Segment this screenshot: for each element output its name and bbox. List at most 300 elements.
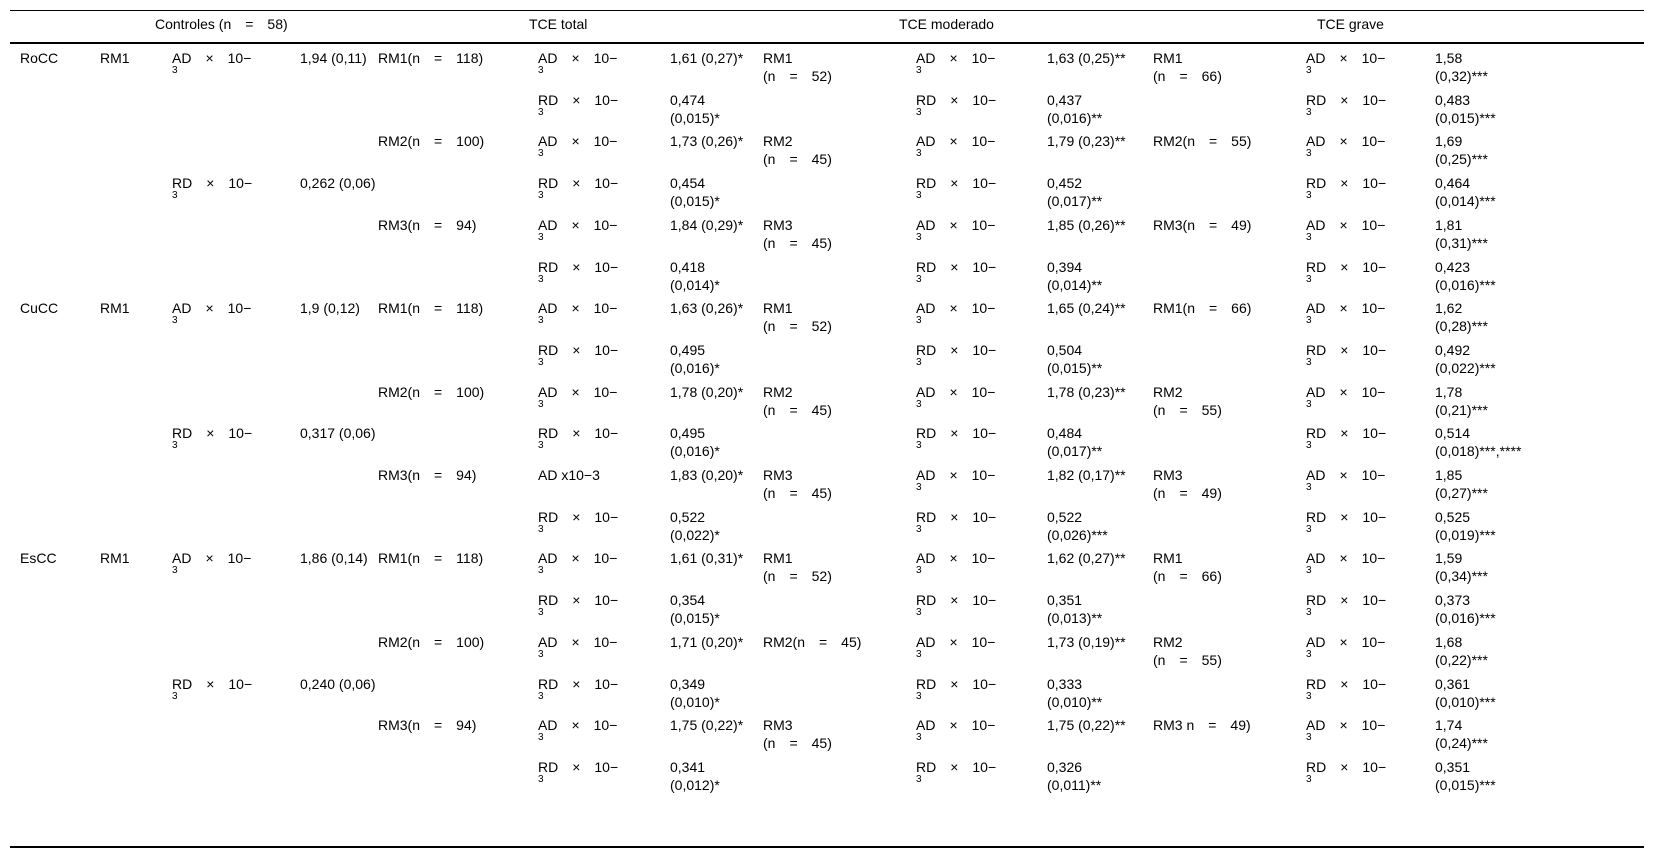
cell-text: RD × 10− [1306,758,1387,775]
cell-sev-lab [1306,633,1385,661]
exponent-subscript: 3 [916,315,922,327]
cell-text: RM1(n = 118) [378,50,484,66]
cell-ctrl-val [300,49,380,67]
cell-region [20,49,58,67]
cell-text: AD × 10− [916,216,996,233]
cell-text: 0,317 (0,06) [300,425,376,442]
exponent-subscript: 3 [916,523,922,535]
cell-text: 0,341 (0,012)* [670,758,720,793]
cell-text: 0,464 (0,014)*** [1435,175,1496,210]
cell-text: 1,61 (0,27)* [670,50,744,66]
cell-sev-rm [1153,549,1222,585]
cell-text: 1,9 (0,12) [300,300,360,317]
cell-sev-val [1435,91,1515,127]
exponent-subscript: 3 [916,190,922,202]
cell-text: AD × 10− [1306,216,1386,233]
cell-text: RM2(n = 100) [378,383,485,400]
cell-text: 1,82 (0,17)** [1047,467,1126,483]
cell-total-rm [378,633,484,651]
cell-text: RD × 10− [916,91,997,108]
cell-text: 0,474 (0,015)* [670,91,720,126]
cell-sev-val [1435,341,1515,377]
cell-text: 1,94 (0,11) [300,50,367,66]
cell-text: RD × 10− [1306,91,1387,108]
table-row [10,170,1644,214]
cell-text: RM3(n = 94) [378,216,477,233]
cell-text: RM2(n = 100) [378,633,485,650]
cell-text: 1,62 (0,27)** [1047,550,1126,567]
cell-text: AD × 10− [916,467,996,483]
cell-text: 1,69 (0,25)*** [1435,133,1488,168]
cell-total-lab [538,466,600,484]
cell-text: AD × 10− [916,550,996,567]
cell-mod-lab [916,716,995,744]
exponent-subscript: 3 [1306,190,1312,202]
cell-total-val [670,174,750,210]
cell-total-val [670,49,750,67]
cell-total-val [670,675,750,711]
exponent-subscript: 3 [1306,607,1312,619]
cell-text: RD × 10− [916,508,997,525]
cell-text: RD × 10− [1306,258,1387,275]
cell-text: AD × 10− [916,133,996,150]
cell-text: 0,418 (0,014)* [670,258,720,293]
cell-sev-lab [1306,591,1386,619]
cell-sev-val [1435,675,1515,711]
cell-text: 0,522 (0,026)*** [1047,508,1108,543]
cell-mod-val [1047,508,1127,544]
table-header-rule [10,42,1644,44]
cell-text: AD × 10− [538,50,618,66]
cell-mod-val [1047,383,1127,401]
cell-sev-rm [1153,216,1251,234]
cell-text: RM2 (n = 45) [763,383,832,418]
cell-sev-val [1435,216,1515,252]
cell-mod-val [1047,758,1127,794]
cell-ctrl-label [172,424,252,452]
cell-sev-val [1435,716,1515,752]
cell-text: 1,59 (0,34)*** [1435,550,1488,585]
cell-sev-val [1435,299,1515,335]
cell-text: RM1 (n = 52) [763,300,832,335]
cell-text: 0,483 (0,015)*** [1435,91,1496,126]
cell-mod-rm [763,49,832,85]
table-row [10,545,1644,589]
cell-text: 1,83 (0,20)* [670,467,744,483]
cell-mod-lab [916,341,996,369]
exponent-subscript: 3 [916,231,922,243]
cell-mod-rm [763,549,832,585]
cell-text: AD × 10− [1306,467,1386,483]
cell-text: 0,361 (0,010)*** [1435,675,1496,710]
cell-mod-lab [916,591,996,619]
cell-total-lab [538,258,618,286]
exponent-subscript: 3 [916,648,922,660]
cell-total-rm [378,716,476,734]
cell-mod-lab [916,174,996,202]
cell-text: 1,75 (0,22)** [1047,717,1126,734]
exponent-subscript: 3 [172,690,178,702]
cell-sev-val [1435,591,1515,627]
cell-sev-lab [1306,49,1385,77]
exponent-subscript: 3 [538,106,544,118]
cell-text: RD × 10− [538,758,619,775]
cell-sev-val [1435,758,1515,794]
exponent-subscript: 3 [916,732,922,744]
cell-sev-lab [1306,424,1386,452]
cell-text: RM2(n = 55) [1153,133,1252,150]
cell-text: RD × 10− [538,341,619,358]
cell-mod-val [1047,174,1127,210]
cell-total-val [670,258,750,294]
cell-ctrl-label [172,49,251,77]
cell-total-val [670,341,750,377]
cell-sev-lab [1306,91,1386,119]
cell-sev-rm [1153,132,1251,150]
cell-ctrl-label [172,675,252,703]
cell-total-val [670,633,750,651]
exponent-subscript: 3 [916,273,922,285]
exponent-subscript: 3 [916,690,922,702]
table-row [10,45,1644,89]
cell-text: 1,79 (0,23)** [1047,133,1126,150]
cell-total-val [670,424,750,460]
table-row [10,671,1644,715]
cell-mod-lab [916,466,995,494]
cell-text: RD × 10− [172,675,253,692]
cell-mod-lab [916,383,995,411]
cell-text: RD × 10− [916,592,997,609]
cell-text: 0,373 (0,016)*** [1435,592,1496,627]
cell-sev-lab [1306,716,1385,744]
cell-text: AD × 10− [1306,300,1386,317]
exponent-subscript: 3 [1306,482,1312,493]
cell-text: AD × 10− [172,550,252,567]
cell-text: RD × 10− [538,425,619,442]
cell-text: 1,61 (0,31)* [670,550,744,567]
cell-sev-lab [1306,549,1385,577]
cell-sev-val [1435,549,1515,585]
exponent-subscript: 3 [538,648,544,660]
cell-text: EsCC [20,550,57,567]
cell-text: RD × 10− [1306,175,1387,192]
cell-total-lab [538,591,618,619]
cell-mod-val [1047,633,1127,651]
cell-total-rm [378,549,483,567]
cell-sev-rm [1153,633,1222,669]
cell-total-val [670,591,750,627]
cell-sev-val [1435,508,1515,544]
cell-mod-val [1047,341,1127,377]
cell-mod-val [1047,258,1127,294]
cell-text: RM3 (n = 45) [763,717,832,752]
exponent-subscript: 3 [916,148,922,160]
cell-ctrl-rm [100,549,130,567]
exponent-subscript: 3 [916,773,922,785]
cell-text: 0,484 (0,017)** [1047,425,1103,460]
cell-total-lab [538,174,618,202]
cell-text: RM1(n = 118) [378,300,484,317]
cell-text: RD × 10− [916,341,997,358]
exponent-subscript: 3 [538,148,544,160]
cell-text: RD × 10− [916,758,997,775]
cell-mod-lab [916,49,995,77]
exponent-subscript: 3 [538,565,544,577]
cell-text: 0,525 (0,019)*** [1435,508,1496,543]
table-row [10,337,1644,381]
cell-mod-lab [916,508,996,536]
cell-sev-val [1435,424,1522,460]
cell-mod-val [1047,424,1127,460]
cell-text: RM2(n = 45) [763,633,862,650]
exponent-subscript: 3 [538,65,544,76]
cell-text: RM3 n = 49) [1153,717,1251,734]
cell-text: RM3 (n = 49) [1153,467,1222,501]
exponent-subscript: 3 [538,190,544,202]
cell-ctrl-val [300,424,380,442]
cell-text: RM3 (n = 45) [763,467,832,501]
cell-total-lab [538,91,618,119]
cell-text: RD × 10− [538,592,619,609]
exponent-subscript: 3 [538,398,544,410]
cell-text: 0,522 (0,022)* [670,508,720,543]
cell-text: RM2(n = 100) [378,133,485,150]
cell-total-lab [538,508,618,536]
table-row [10,754,1644,798]
cell-text: 0,492 (0,022)*** [1435,341,1496,376]
cell-text: 1,74 (0,24)*** [1435,717,1488,752]
table-row [10,295,1644,339]
cell-text: 1,75 (0,22)* [670,717,744,734]
cell-total-lab [538,49,617,77]
cell-text: RD × 10− [1306,592,1387,609]
cell-text: RM3(n = 49) [1153,216,1252,233]
cell-text: AD × 10− [172,50,252,66]
table-row [10,379,1644,423]
cell-text: 1,73 (0,26)* [670,133,744,150]
cell-text: 0,454 (0,015)* [670,175,720,210]
exponent-subscript: 3 [538,440,544,452]
cell-text: RD × 10− [916,675,997,692]
cell-text: CuCC [20,300,59,317]
cell-total-lab [538,132,617,160]
exponent-subscript: 3 [1306,440,1312,452]
exponent-subscript: 3 [916,565,922,577]
cell-mod-val [1047,466,1127,484]
cell-total-rm [378,216,476,234]
cell-text: RM3(n = 94) [378,467,477,483]
exponent-subscript: 3 [538,690,544,702]
cell-text: 0,240 (0,06) [300,675,376,692]
cell-text: 1,78 (0,20)* [670,383,744,400]
cell-total-lab [538,341,618,369]
cell-text: RM1 (n = 52) [763,550,832,585]
cell-text: RD × 10− [172,425,253,442]
cell-total-val [670,466,750,484]
exponent-subscript: 3 [172,315,178,327]
exponent-subscript: 3 [538,523,544,535]
exponent-subscript: 3 [916,398,922,410]
cell-total-val [670,508,750,544]
cell-text: RD × 10− [1306,341,1387,358]
cell-text: RM2 (n = 55) [1153,383,1222,418]
cell-text: RD × 10− [1306,425,1387,442]
cell-text: AD × 10− [1306,550,1386,567]
exponent-subscript: 3 [1306,65,1312,76]
cell-text: 1,85 (0,27)*** [1435,467,1488,501]
cell-text: AD × 10− [538,300,618,317]
table-top-rule [10,10,1644,11]
cell-sev-lab [1306,383,1385,411]
cell-mod-lab [916,132,995,160]
cell-ctrl-val [300,549,380,567]
table-row [10,462,1644,506]
cell-mod-val [1047,132,1127,150]
table-row [10,254,1644,298]
cell-text: RM1 [100,550,130,567]
exponent-subscript: 3 [916,65,922,76]
cell-text: RM1(n = 66) [1153,300,1252,317]
cell-mod-lab [916,675,996,703]
cell-text: AD × 10− [538,550,618,567]
cell-text: 0,514 (0,018)***,**** [1435,425,1522,460]
cell-mod-lab [916,549,995,577]
cell-mod-lab [916,424,996,452]
cell-mod-rm [763,216,832,252]
exponent-subscript: 3 [1306,106,1312,118]
cell-total-lab [538,633,617,661]
cell-text: RM2 (n = 45) [763,133,832,168]
cell-mod-val [1047,549,1127,567]
cell-text: RD × 10− [1306,675,1387,692]
cell-text: 1,78 (0,21)*** [1435,383,1488,418]
cell-mod-val [1047,91,1127,127]
cell-sev-rm [1153,716,1251,734]
cell-total-val [670,132,750,150]
cell-sev-lab [1306,466,1385,494]
cell-text: RD × 10− [172,175,253,192]
header-tce-moderate: TCE moderado [899,16,994,32]
cell-total-rm [378,299,483,317]
cell-text: 0,495 (0,016)* [670,341,720,376]
header-tce-severe: TCE grave [1317,16,1384,32]
cell-text: 0,423 (0,016)*** [1435,258,1496,293]
cell-total-lab [538,549,617,577]
cell-text: AD × 10− [1306,717,1386,734]
cell-text: 0,349 (0,010)* [670,675,720,710]
exponent-subscript: 3 [1306,273,1312,285]
cell-text: AD × 10− [1306,383,1386,400]
cell-sev-lab [1306,299,1385,327]
cell-mod-val [1047,716,1127,734]
cell-text: RD × 10− [916,258,997,275]
cell-text: RD × 10− [1306,508,1387,525]
cell-text: 1,65 (0,24)** [1047,300,1126,317]
cell-sev-val [1435,174,1515,210]
cell-text: RD × 10− [916,175,997,192]
cell-text: 0,354 (0,015)* [670,592,720,627]
cell-mod-val [1047,216,1127,234]
cell-text: AD × 10− [1306,133,1386,150]
cell-mod-rm [763,383,832,419]
cell-ctrl-val [300,174,380,192]
exponent-subscript: 3 [1306,732,1312,744]
exponent-subscript: 3 [1306,773,1312,785]
cell-total-lab [538,675,618,703]
cell-text: 0,351 (0,015)*** [1435,758,1496,793]
cell-text: AD × 10− [916,717,996,734]
table-row [10,87,1644,131]
exponent-subscript: 3 [916,106,922,118]
cell-mod-lab [916,299,995,327]
exponent-subscript: 3 [172,440,178,452]
cell-text: 0,351 (0,013)** [1047,592,1103,627]
cell-text: RM2 (n = 55) [1153,633,1222,668]
cell-mod-lab [916,633,995,661]
cell-sev-val [1435,383,1515,419]
cell-text: 1,73 (0,19)** [1047,633,1126,650]
cell-ctrl-val [300,299,380,317]
exponent-subscript: 3 [1306,315,1312,327]
cell-ctrl-label [172,174,252,202]
cell-mod-rm [763,132,832,168]
cell-sev-lab [1306,675,1386,703]
cell-text: AD × 10− [538,633,618,650]
cell-sev-val [1435,49,1515,85]
cell-text: AD × 10− [916,300,996,317]
exponent-subscript: 3 [1306,648,1312,660]
cell-text: RM1 (n = 66) [1153,50,1222,84]
exponent-subscript: 3 [172,565,178,577]
cell-sev-lab [1306,216,1385,244]
cell-text: 1,81 (0,31)*** [1435,216,1488,251]
cell-sev-val [1435,132,1515,168]
cell-mod-rm [763,299,832,335]
header-tce-total: TCE total [529,16,588,32]
cell-total-lab [538,758,618,786]
cell-mod-lab [916,216,995,244]
cell-total-lab [538,216,617,244]
cell-text: AD × 10− [916,50,996,66]
cell-sev-lab [1306,508,1386,536]
cell-text: RM1(n = 118) [378,550,484,567]
cell-total-val [670,549,750,567]
exponent-subscript: 3 [916,482,922,493]
cell-ctrl-rm [100,49,130,67]
cell-total-lab [538,716,617,744]
cell-text: AD × 10− [1306,50,1386,66]
exponent-subscript: 3 [1306,148,1312,160]
exponent-subscript: 3 [172,65,178,76]
table-row [10,212,1644,256]
cell-total-val [670,716,750,734]
exponent-subscript: 3 [538,732,544,744]
cell-sev-val [1435,258,1515,294]
table-row [10,504,1644,548]
cell-sev-lab [1306,174,1386,202]
cell-text: 0,452 (0,017)** [1047,175,1103,210]
cell-mod-lab [916,258,996,286]
cell-sev-rm [1153,49,1222,85]
exponent-subscript: 3 [538,356,544,368]
cell-text: 1,85 (0,26)** [1047,216,1126,233]
cell-text: RD × 10− [538,91,619,108]
cell-text: AD × 10− [1306,633,1386,650]
cell-total-rm [378,466,476,484]
cell-text: RM3(n = 94) [378,717,477,734]
cell-text: 1,62 (0,28)*** [1435,300,1488,335]
exponent-subscript: 3 [538,773,544,785]
